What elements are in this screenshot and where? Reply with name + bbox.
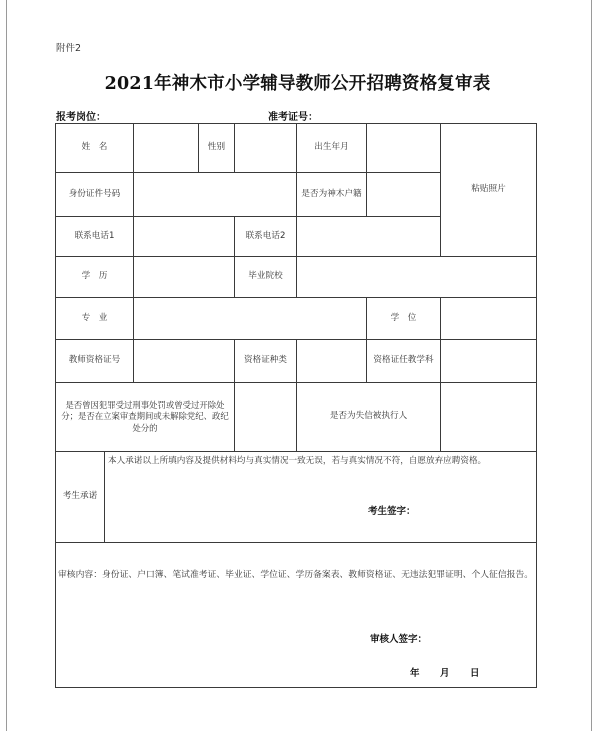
dishonest-label: 是否为失信被执行人 bbox=[296, 382, 441, 452]
cert-subject-label: 资格证任教学科 bbox=[366, 339, 441, 383]
name-label: 姓 名 bbox=[55, 123, 134, 173]
date-year-label: 年 bbox=[410, 668, 420, 679]
reviewer-signature-label: 审核人签字： bbox=[370, 634, 428, 645]
cert-no-value[interactable] bbox=[133, 339, 235, 383]
degree-value[interactable] bbox=[440, 297, 537, 340]
id-number-label: 身份证件号码 bbox=[55, 172, 134, 217]
criminal-record-value[interactable] bbox=[234, 382, 297, 452]
page-edge-left bbox=[6, 0, 7, 731]
dishonest-value[interactable] bbox=[440, 382, 537, 452]
cert-type-label: 资格证种类 bbox=[234, 339, 297, 383]
date-month-label: 月 bbox=[440, 668, 450, 679]
photo-area[interactable]: 粘贴照片 bbox=[440, 123, 537, 257]
exam-id-label: 准考证号： bbox=[268, 112, 318, 123]
is-shenmu-label: 是否为神木户籍 bbox=[296, 172, 367, 217]
candidate-signature-label: 考生签字： bbox=[368, 506, 416, 517]
cert-type-value[interactable] bbox=[296, 339, 367, 383]
phone1-label: 联系电话1 bbox=[55, 216, 134, 257]
page-edge-right bbox=[591, 0, 592, 731]
phone1-value[interactable] bbox=[133, 216, 235, 257]
major-label: 专 业 bbox=[55, 297, 134, 340]
phone2-label: 联系电话2 bbox=[234, 216, 297, 257]
major-value[interactable] bbox=[133, 297, 367, 340]
name-value[interactable] bbox=[133, 123, 199, 173]
gender-value[interactable] bbox=[234, 123, 297, 173]
degree-label: 学 位 bbox=[366, 297, 441, 340]
date-day-label: 日 bbox=[470, 668, 480, 679]
form-title: 2021年神木市小学辅导教师公开招聘资格复审表 bbox=[104, 74, 491, 94]
school-value[interactable] bbox=[296, 256, 537, 298]
education-label: 学 历 bbox=[55, 256, 134, 298]
gender-label: 性别 bbox=[198, 123, 235, 173]
review-box bbox=[55, 542, 537, 688]
is-shenmu-value[interactable] bbox=[366, 172, 441, 217]
position-label: 报考岗位： bbox=[56, 112, 106, 123]
education-value[interactable] bbox=[133, 256, 235, 298]
criminal-record-label: 是否曾因犯罪受过刑事处罚或曾受过开除处分；是否在立案审查期间或未解除党纪、政纪处分的 bbox=[55, 382, 235, 452]
school-label: 毕业院校 bbox=[234, 256, 297, 298]
phone2-value[interactable] bbox=[296, 216, 441, 257]
review-content: 审核内容：身份证、户口簿、笔试准考证、毕业证、学位证、学历备案表、教师资格证、无违法犯罪证明、个人征信报告。 bbox=[58, 570, 534, 580]
id-number-value[interactable] bbox=[133, 172, 297, 217]
attachment-label: 附件2 bbox=[56, 43, 82, 54]
promise-label: 考生承诺 bbox=[55, 451, 105, 543]
cert-no-label: 教师资格证号 bbox=[55, 339, 134, 383]
birth-label: 出生年月 bbox=[296, 123, 367, 173]
birth-value[interactable] bbox=[366, 123, 441, 173]
cert-subject-value[interactable] bbox=[440, 339, 537, 383]
promise-text: 本人承诺以上所填内容及提供材料均与真实情况一致无误，若与真实情况不符，自愿放弃应聘资格。 bbox=[108, 456, 487, 466]
